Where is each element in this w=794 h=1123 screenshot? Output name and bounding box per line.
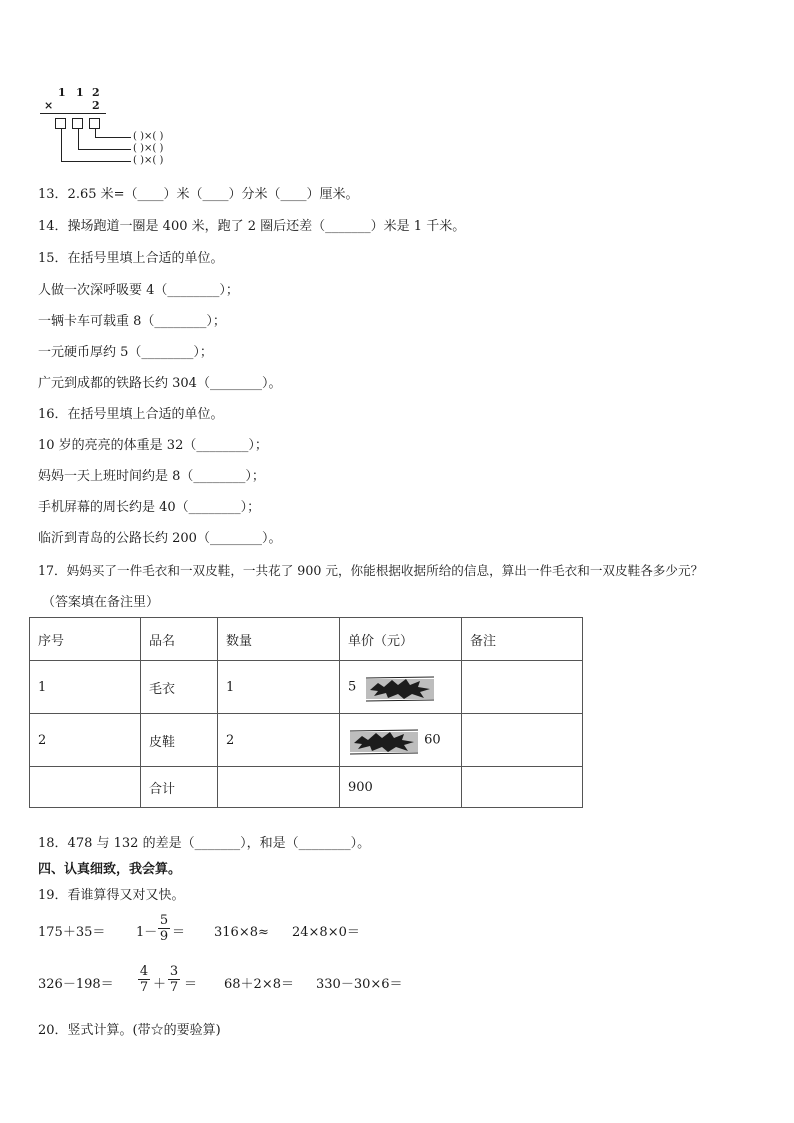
times-sign: × xyxy=(44,99,54,112)
question-19-title: 19．看谁算得又对又快。 xyxy=(38,888,185,903)
cell-qty xyxy=(218,767,340,808)
question-17-title: 17．妈妈买了一件毛衣和一双皮鞋，一共花了 900 元，你能根据收据所给的信息，算出一件毛衣和一双皮鞋各多少元？ xyxy=(38,563,704,578)
question-16-item: 妈妈一天上班时间约是 8（________）； xyxy=(38,469,265,484)
header-cell: 单价（元） xyxy=(340,618,462,661)
table-row xyxy=(30,661,583,714)
question-16-item: 手机屏幕的周长约是 40（________）； xyxy=(38,500,261,515)
table-row xyxy=(30,767,583,808)
question-17-note: （答案填在备注里） xyxy=(42,595,160,610)
fraction xyxy=(158,913,170,944)
header-cell: 序号 xyxy=(30,618,141,661)
cell-qty: 1 xyxy=(218,661,340,714)
connector xyxy=(95,137,131,138)
denominator: 7 xyxy=(139,980,149,995)
cell-no xyxy=(30,767,141,808)
cell-price: 900 xyxy=(340,767,462,808)
numerator: 4 xyxy=(139,964,149,979)
connector xyxy=(78,129,79,149)
cell-remark[interactable] xyxy=(462,714,583,767)
question-15-item: 一元硬币厚约 5（________）； xyxy=(38,345,213,360)
question-15-item: 人做一次深呼吸要 4（________）； xyxy=(38,283,239,298)
digit: 1 xyxy=(76,86,84,99)
header-cell: 品名 xyxy=(141,618,218,661)
cell-no: 2 xyxy=(30,714,141,767)
connector xyxy=(78,149,131,150)
fraction xyxy=(138,964,150,995)
calc-item-suffix: ＝ xyxy=(172,925,186,940)
multiplier: 2 xyxy=(92,99,100,112)
cell-name: 合计 xyxy=(141,767,218,808)
branch-label: ( )×( ) xyxy=(133,143,164,154)
question-15-title: 15．在括号里填上合适的单位。 xyxy=(38,251,224,266)
plus-sign: ＋ xyxy=(153,977,167,992)
ink-blot-icon xyxy=(364,676,436,698)
cell-no: 1 xyxy=(30,661,141,714)
calc-item: 175＋35＝ xyxy=(38,925,106,940)
cell-remark[interactable] xyxy=(462,661,583,714)
calc-item: 68＋2×8＝ xyxy=(224,977,294,992)
table-header-row xyxy=(30,618,583,661)
denominator: 7 xyxy=(169,980,179,995)
branch-label: ( )×( ) xyxy=(133,155,164,166)
ink-blot-icon xyxy=(348,729,420,751)
header-cell: 数量 xyxy=(218,618,340,661)
calc-item: 24×8×0＝ xyxy=(292,925,360,940)
numerator: 3 xyxy=(169,964,179,979)
connector xyxy=(61,161,131,162)
cell-name: 毛衣 xyxy=(141,661,218,714)
calc-item: 330－30×6＝ xyxy=(316,977,403,992)
question-20: 20．竖式计算。(带☆的要验算) xyxy=(38,1023,221,1038)
cell-qty: 2 xyxy=(218,714,340,767)
question-16-item: 临沂到青岛的公路长约 200（________）。 xyxy=(38,531,282,546)
price-prefix: 5 xyxy=(348,679,357,695)
cell-price xyxy=(340,661,462,714)
answer-box[interactable] xyxy=(72,118,83,129)
cell-remark[interactable] xyxy=(462,767,583,808)
question-15-item: 一辆卡车可载重 8（________）； xyxy=(38,314,226,329)
question-14: 14．操场跑道一圈是 400 米，跑了 2 圈后还差（_______）米是 1 千米。 xyxy=(38,219,466,234)
digit: 1 xyxy=(58,86,66,99)
cell-price xyxy=(340,714,462,767)
question-13: 13．2.65 米=（____）米（____）分米（____）厘米。 xyxy=(38,187,359,202)
question-16-item: 10 岁的亮亮的体重是 32（________）； xyxy=(38,438,268,453)
result-line xyxy=(40,113,106,114)
header-cell: 备注 xyxy=(462,618,583,661)
question-18: 18．478 与 132 的差是（_______），和是（________）。 xyxy=(38,836,371,851)
numerator: 5 xyxy=(159,913,169,928)
calc-item: 316×8≈ xyxy=(214,925,269,940)
digit: 2 xyxy=(92,86,100,99)
section-heading: 四、认真细致，我会算。 xyxy=(38,862,182,877)
calc-item-prefix: 1－ xyxy=(136,925,158,940)
denominator: 9 xyxy=(159,929,169,944)
price-suffix: 60 xyxy=(424,732,441,748)
connector xyxy=(61,129,62,161)
receipt-table xyxy=(29,617,583,808)
question-16-title: 16．在括号里填上合适的单位。 xyxy=(38,407,224,422)
connector xyxy=(95,129,96,137)
equals-sign: ＝ xyxy=(184,977,198,992)
branch-label: ( )×( ) xyxy=(133,131,164,142)
cell-name: 皮鞋 xyxy=(141,714,218,767)
answer-box[interactable] xyxy=(89,118,100,129)
fraction xyxy=(168,964,180,995)
question-15-item: 广元到成都的铁路长约 304（________）。 xyxy=(38,376,282,391)
calc-item: 326－198＝ xyxy=(38,977,114,992)
table-row xyxy=(30,714,583,767)
answer-box[interactable] xyxy=(55,118,66,129)
